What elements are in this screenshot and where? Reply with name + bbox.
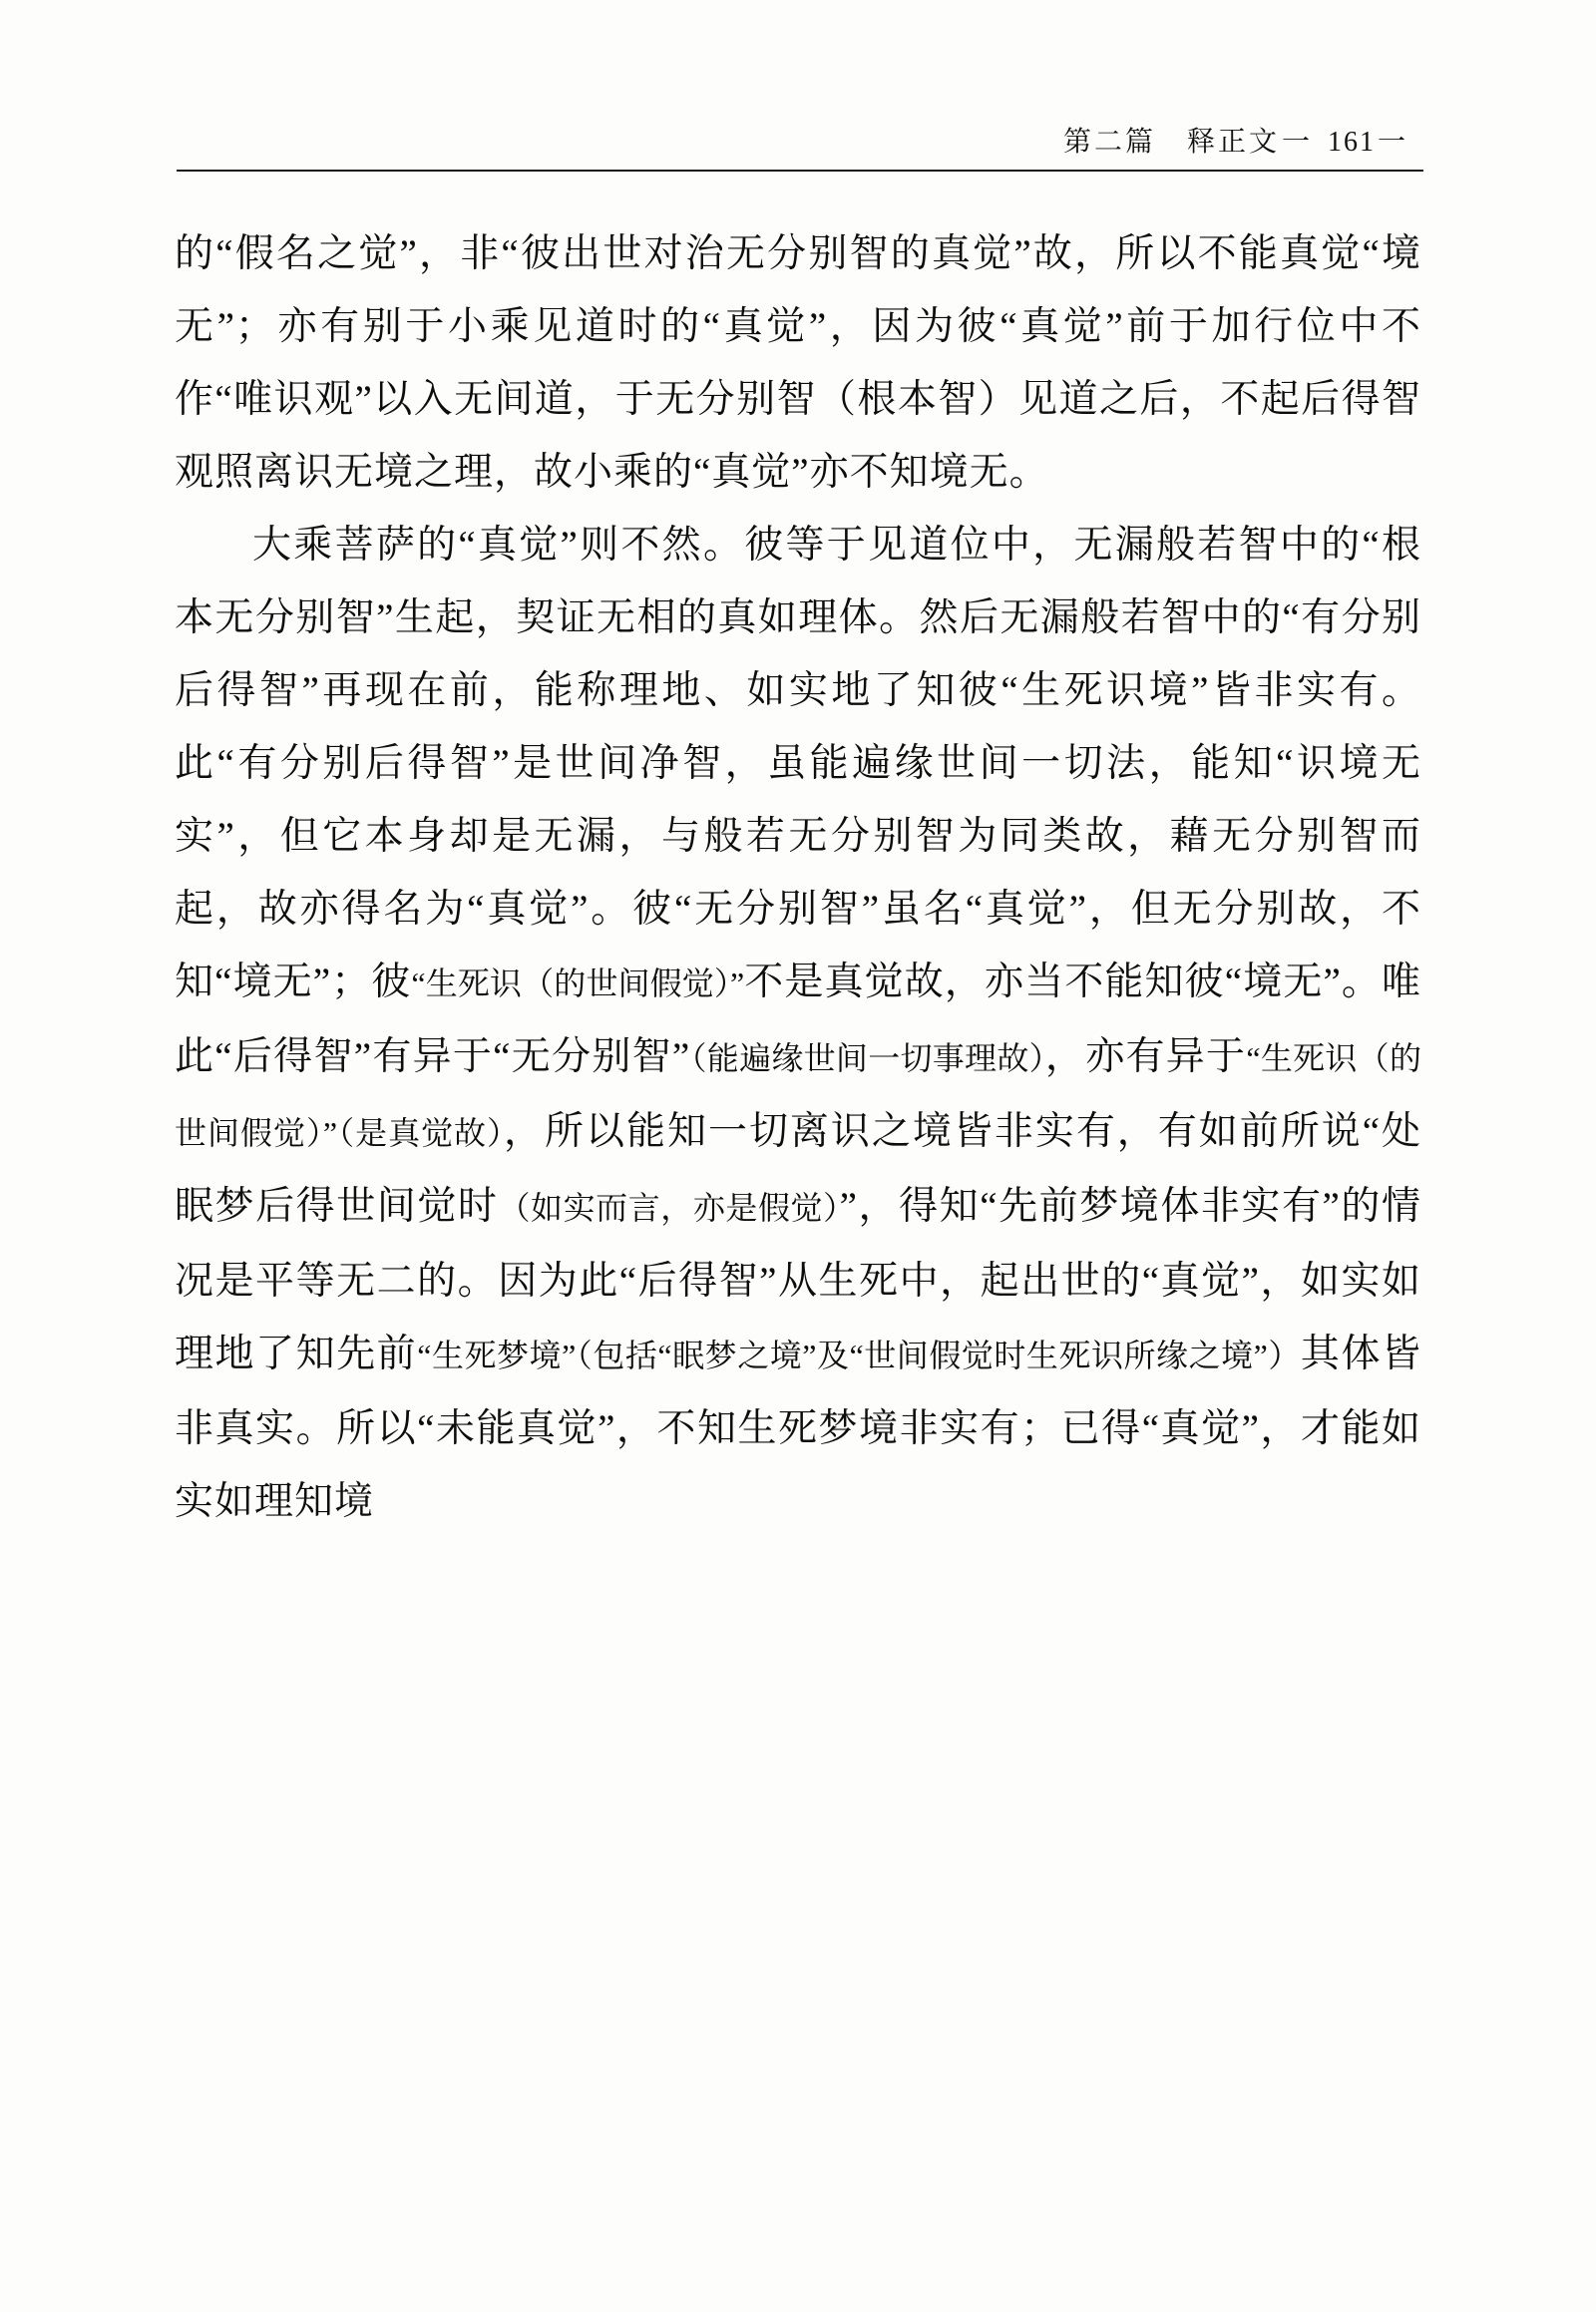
running-head-dash-left: 一 bbox=[1281, 127, 1312, 158]
inline-note: （如实而言，亦是假觉） bbox=[498, 1190, 840, 1226]
inline-note: （能遍缘世间一切事理故） bbox=[690, 1040, 1045, 1076]
text-run: ，亦有异于 bbox=[1044, 1035, 1247, 1078]
paragraph bbox=[175, 509, 1421, 1538]
text-run: ”，得知“先前梦境体非实有”的情况是平等无二的。因为此“后得智”从生死中，起出世的“真觉”，如实如理地了知先前 bbox=[175, 1185, 1421, 1375]
page-content bbox=[175, 120, 1421, 1538]
paragraph bbox=[175, 217, 1421, 509]
inline-note: “生死识（的世间假觉）”（是真觉故） bbox=[175, 1040, 1421, 1151]
text-run: 的“假名之觉”，非“彼出世对治无分别智的真觉”故，所以不能真觉“境无”；亦有别于小乘见道时的“真觉”，因为彼“真觉”前于加行位中不作“唯识观”以入无间道，于无分别智（根本智）见道之后，不起后得智观照离识无境之理，故小乘的“真觉”亦不知境无。 bbox=[175, 232, 1421, 494]
page-number: 161 bbox=[1327, 127, 1376, 158]
body-text bbox=[175, 217, 1421, 1538]
text-run: 其体皆非真实。所以“未能真觉”，不知生死梦境非实有；已得“真觉”，才能如实如理知境 bbox=[175, 1333, 1421, 1523]
inline-note: “生死梦境”（包括“眠梦之境”及“世间假觉时生死识所缘之境”） bbox=[417, 1338, 1301, 1373]
running-head bbox=[175, 120, 1421, 160]
inline-note: “生死识（的世间假觉）” bbox=[411, 965, 745, 1001]
text-run: 不是真觉故，亦当不能知彼“境无”。唯此“后得智”有异于“无分别智” bbox=[175, 961, 1422, 1078]
running-head-dash-right: 一 bbox=[1377, 127, 1407, 158]
header-rule bbox=[177, 170, 1423, 172]
text-run: ，所以能知一切离识之境皆非实有，有如前所说“处眠梦后得世间觉时 bbox=[175, 1110, 1421, 1228]
running-head-chapter: 第二篇 释正文 bbox=[1062, 127, 1280, 158]
text-run: 大乘菩萨的“真觉”则不然。彼等于见道位中，无漏般若智中的“根本无分别智”生起，契证无相的真如理体。然后无漏般若智中的“有分别后得智”再现在前，能称理地、如实地了知彼“生死识境”皆非实有。此“有分别后得智”是世间净智，虽能遍缘世间一切法，能知“识境无实”，但它本身却是无漏，与般若无分别智为同类故，藉无分别智而起，故亦得名为“真觉”。彼“无分别智”虽名“真觉”，但无分别故，不知“境无”；彼 bbox=[175, 524, 1421, 1003]
